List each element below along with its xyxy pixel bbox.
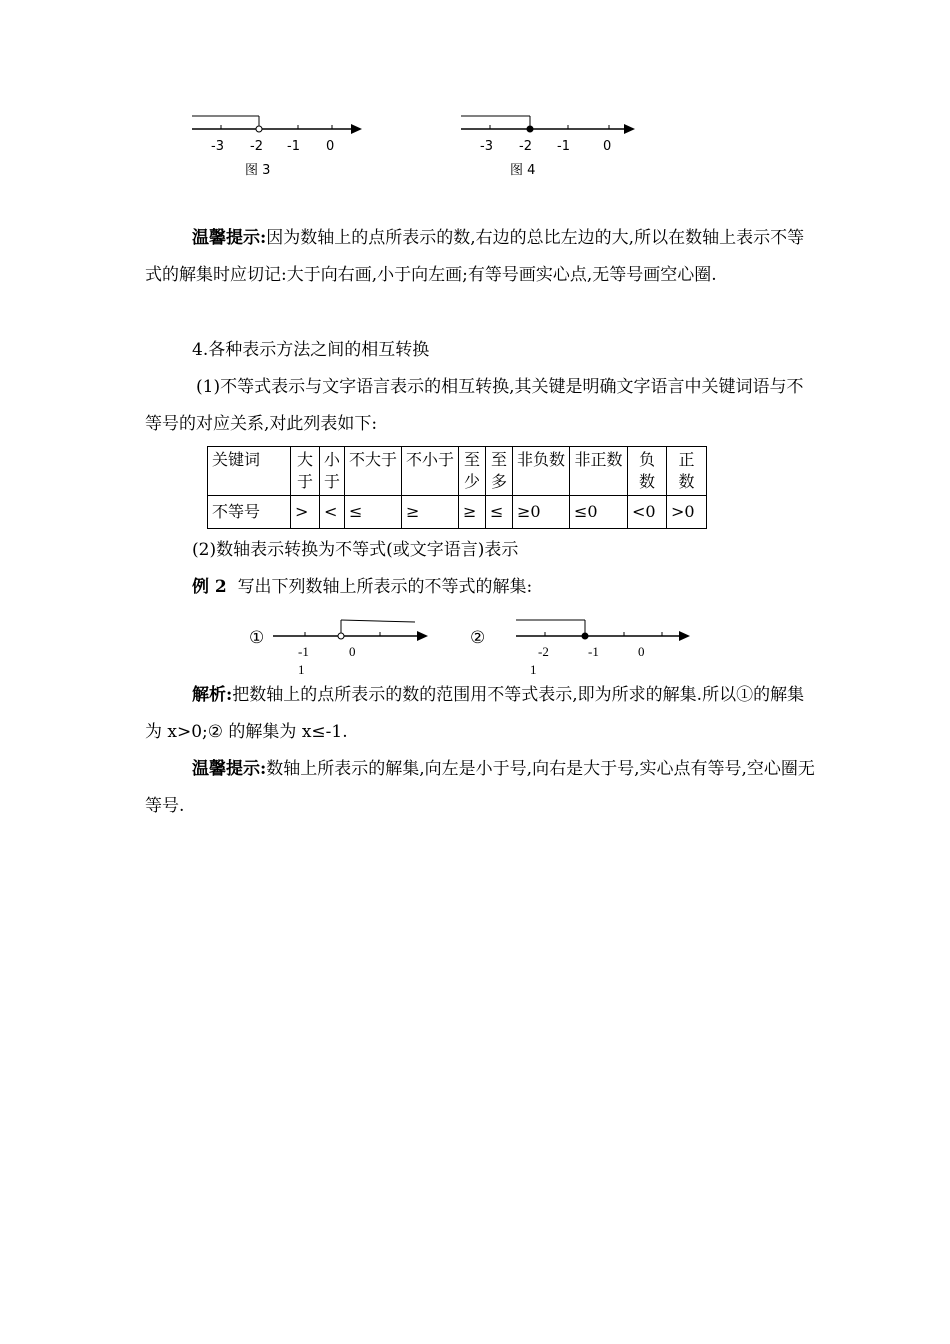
table-cell: 大于 xyxy=(291,447,320,496)
table-cell: 非正数 xyxy=(570,447,628,496)
example-number-line-2 xyxy=(468,612,698,682)
figure-3-number-line xyxy=(185,108,375,183)
tick-label: 1 xyxy=(530,662,537,677)
table-cell: 不大于 xyxy=(345,447,402,496)
tick-label: -1 xyxy=(287,139,300,154)
analysis-paragraph xyxy=(145,677,815,751)
table-cell: >0 xyxy=(667,496,707,529)
table-cell: 正数 xyxy=(667,447,707,496)
table-row xyxy=(208,447,707,496)
tick-label: -2 xyxy=(519,139,532,154)
table-cell: 关键词 xyxy=(208,447,291,496)
tick-label: -1 xyxy=(298,644,309,659)
table-cell: ≥ xyxy=(459,496,486,529)
table-cell: ≥0 xyxy=(513,496,570,529)
table-cell: 不小于 xyxy=(402,447,459,496)
example-text: 写出下列数轴上所表示的不等式的解集: xyxy=(237,577,533,597)
table-cell: 小于 xyxy=(320,447,345,496)
section-heading: 4.各种表示方法之间的相互转换 xyxy=(192,340,430,360)
table-cell: ≤ xyxy=(345,496,402,529)
example-number-line-1 xyxy=(245,612,440,682)
figure-4-number-line xyxy=(455,108,645,183)
tick-label: 0 xyxy=(603,139,612,154)
tick-label: -3 xyxy=(211,139,224,154)
tick-label: -1 xyxy=(557,139,570,154)
figure-caption: 图 4 xyxy=(510,163,536,178)
sub-paragraph-2: (2)数轴表示转换为不等式(或文字语言)表示 xyxy=(192,540,519,560)
tick-label: -1 xyxy=(588,644,599,659)
tip-label: 温馨提示: xyxy=(192,759,267,779)
tip-text: 因为数轴上的点所表示的数,右边的总比左边的大,所以在数轴上表示不等式的解集时应切记:大于向右画,小于向左画;有等号画实心点,无等号画空心圈. xyxy=(145,228,805,285)
example-label: 例 2 xyxy=(192,577,227,597)
tip-label: 温馨提示: xyxy=(192,228,267,248)
table-cell: < xyxy=(320,496,345,529)
analysis-label: 解析: xyxy=(192,685,233,705)
keyword-table xyxy=(207,446,707,529)
table-cell: 负数 xyxy=(628,447,667,496)
tick-label: -2 xyxy=(250,139,263,154)
figure-caption: 图 3 xyxy=(245,163,271,178)
table-cell: 至多 xyxy=(486,447,513,496)
table-cell: ≤ xyxy=(486,496,513,529)
tip-paragraph-2 xyxy=(145,751,815,825)
tick-label: 0 xyxy=(638,644,645,659)
table-cell: > xyxy=(291,496,320,529)
tick-label: 0 xyxy=(349,644,356,659)
analysis-text: 把数轴上的点所表示的数的范围用不等式表示,即为所求的解集.所以①的解集为 x>0;② 的解集为 x≤-1. xyxy=(145,685,805,742)
table-cell: <0 xyxy=(628,496,667,529)
table-row xyxy=(208,496,707,529)
sub-paragraph-1: (1)不等式表示与文字语言表示的相互转换,其关键是明确文字语言中关键词语与不等号的对应关系,对此列表如下: xyxy=(145,377,804,434)
table-cell: ≤0 xyxy=(570,496,628,529)
tick-label: -2 xyxy=(538,644,549,659)
circled-marker: ② xyxy=(470,628,486,648)
tip-text: 数轴上所表示的解集,向左是小于号,向右是大于号,实心点有等号,空心圈无等号. xyxy=(145,759,815,816)
example-2 xyxy=(145,569,815,606)
circled-marker: ① xyxy=(249,628,265,648)
table-cell: 不等号 xyxy=(208,496,291,529)
table-cell: 非负数 xyxy=(513,447,570,496)
table-cell: 至少 xyxy=(459,447,486,496)
tick-label: -3 xyxy=(480,139,493,154)
tip-paragraph-1 xyxy=(145,220,815,294)
tick-label: 0 xyxy=(326,139,335,154)
tick-label: 1 xyxy=(298,662,305,677)
table-cell: ≥ xyxy=(402,496,459,529)
